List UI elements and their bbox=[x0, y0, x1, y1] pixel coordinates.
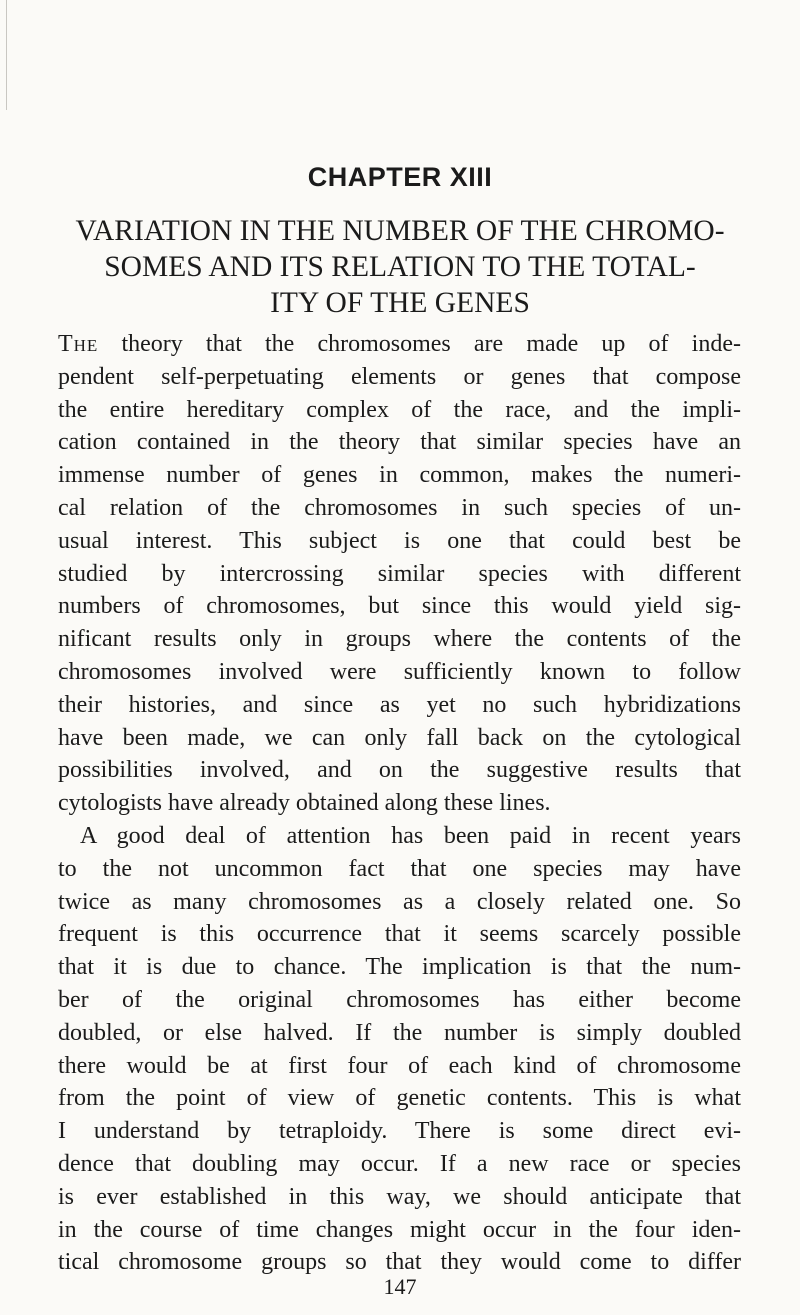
body-line: dence that doubling may occur. If a new race or species bbox=[58, 1150, 741, 1177]
body-line: cal relation of the chromosomes in such species of un- bbox=[58, 494, 741, 521]
body-line: that it is due to chance. The implication is that the num- bbox=[58, 954, 741, 981]
body-line: cation contained in the theory that similar species have an bbox=[58, 429, 741, 456]
body-line: in the course of time changes might occur in the four iden- bbox=[58, 1216, 741, 1243]
body-line: usual interest. This subject is one that could best be bbox=[58, 527, 741, 554]
body-line: chromosomes involved were sufficiently known to follow bbox=[58, 658, 741, 685]
body-line: to the not uncommon fact that one species may have bbox=[58, 855, 741, 882]
body-line: pendent self-perpetuating elements or genes that compose bbox=[58, 363, 741, 390]
body-line: doubled, or else halved. If the number is simply doubled bbox=[58, 1019, 741, 1046]
title-line: SOMES AND ITS RELATION TO THE TOTAL- bbox=[104, 251, 696, 283]
body-line: twice as many chromosomes as a closely related one. So bbox=[58, 888, 741, 915]
body-line: ber of the original chromosomes has either become bbox=[58, 986, 741, 1013]
title-line: ITY OF THE GENES bbox=[270, 287, 530, 319]
body-line: from the point of view of genetic contents. This is what bbox=[58, 1085, 741, 1112]
body-line: immense number of genes in common, makes the numeri- bbox=[58, 462, 741, 489]
title-line: VARIATION IN THE NUMBER OF THE CHROMO- bbox=[75, 215, 725, 247]
body-line: The theory that the chromosomes are made up of inde- bbox=[58, 331, 741, 357]
chapter-heading: CHAPTER XIII bbox=[307, 162, 493, 192]
body-line: I understand by tetraploidy. There is some direct evi- bbox=[58, 1118, 741, 1145]
body-line: have been made, we can only fall back on the cytological bbox=[58, 724, 741, 751]
opening-word: The bbox=[58, 331, 99, 357]
page-number: 147 bbox=[383, 1274, 417, 1299]
page-edge-mark bbox=[6, 0, 7, 110]
body-line: cytologists have already obtained along these lines. bbox=[58, 790, 551, 817]
body-line: frequent is this occurrence that it seems scarcely possible bbox=[58, 921, 741, 948]
body-line: A good deal of attention has been paid in recent years bbox=[80, 822, 741, 849]
body-line: numbers of chromosomes, but since this would yield sig- bbox=[58, 593, 741, 620]
body-line: studied by intercrossing similar species with different bbox=[58, 560, 741, 587]
body-line: there would be at first four of each kind of chromosome bbox=[58, 1052, 741, 1079]
body-line: the entire hereditary complex of the race, and the impli- bbox=[58, 396, 741, 423]
body-line: is ever established in this way, we should anticipate that bbox=[58, 1183, 741, 1210]
body-text bbox=[58, 328, 741, 1279]
body-line: possibilities involved, and on the suggestive results that bbox=[58, 757, 741, 784]
body-line: nificant results only in groups where the contents of the bbox=[58, 626, 741, 653]
body-line: tical chromosome groups so that they would come to differ bbox=[58, 1249, 741, 1276]
body-line: their histories, and since as yet no such hybridizations bbox=[58, 691, 741, 718]
chapter-title bbox=[55, 213, 745, 321]
